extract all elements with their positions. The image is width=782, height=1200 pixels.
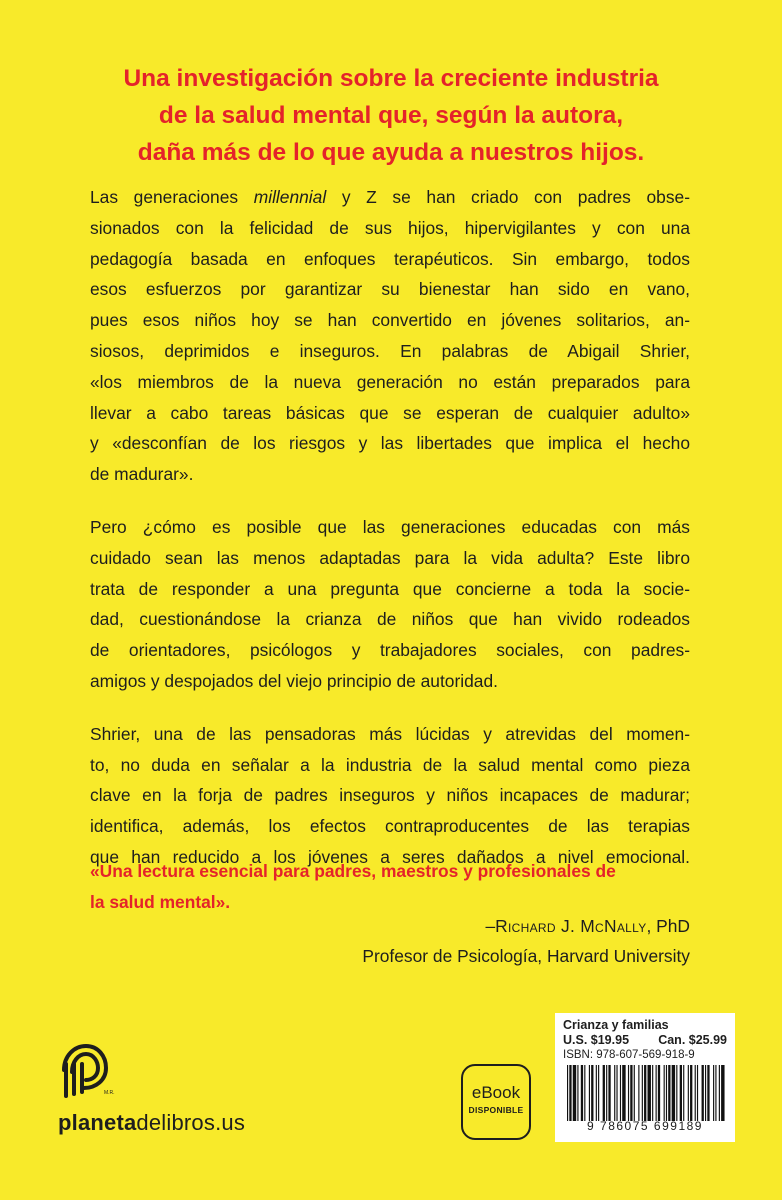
text-line: pues esos niños hoy se han convertido en jóvenes solitarios, an- [90, 310, 690, 331]
review-quote [90, 856, 690, 918]
headline [70, 60, 712, 171]
text-line: trata de responder a una pregunta que concierne a toda la socie- [90, 578, 690, 599]
synopsis [90, 182, 690, 895]
text-line: pedagogía basada en enfoques terapéuticos. Sin embargo, todos [90, 248, 690, 269]
text-line: Pero ¿cómo es posible que las generaciones educadas con más [90, 516, 690, 537]
barcode-icon [563, 1065, 727, 1121]
publisher-website [58, 1110, 245, 1136]
text-line: dad, cuestionándose la crianza de niños que han vivido rodeados [90, 609, 690, 630]
ebook-sublabel: DISPONIBLE [468, 1105, 524, 1115]
text-fragment: y Z se han criado con padres obse- [326, 187, 691, 207]
paragraph-1 [90, 182, 690, 490]
quote-line: «Una lectura esencial para padres, maestros y profesionales de [90, 861, 616, 881]
text-line: cuidado sean las menos adaptadas para la vida adulta? Este libro [90, 547, 690, 568]
ebook-badge [461, 1064, 531, 1140]
text-line: amigos y despojados del viejo principio de autoridad. [90, 670, 498, 691]
text-line: que han reducido a los jóvenes a seres dañados a nivel emocional. [90, 846, 690, 867]
paragraph-2 [90, 512, 690, 697]
category-label: Crianza y familias [563, 1018, 669, 1032]
text-line: de orientadores, psicólogos y trabajadores sociales, con padres- [90, 640, 690, 661]
dash: – [485, 916, 496, 936]
site-part: delibros [136, 1110, 216, 1135]
headline-line: Una investigación sobre la creciente industria [123, 65, 659, 92]
prices [563, 1033, 727, 1048]
text-line: esos esfuerzos por garantizar su bienestar han sido en vano, [90, 279, 690, 300]
trademark-mark: M.R. [104, 1090, 115, 1096]
text-line [90, 182, 690, 213]
text-line: «los miembros de la nueva generación no están preparados para [90, 371, 690, 392]
author-degree: , PhD [646, 916, 690, 936]
text-line: sionados con la felicidad de sus hijos, hipervigilantes y con una [90, 217, 690, 238]
quote-line: la salud mental». [90, 891, 231, 912]
paragraph-3 [90, 719, 690, 873]
text-line: de madurar». [90, 464, 194, 485]
text-line: identifica, además, los efectos contraproducentes de las terapias [90, 816, 690, 837]
italic-term: millennial [253, 187, 327, 207]
text-line: Shrier, una de las pensadoras más lúcidas y atrevidas del momen- [90, 723, 690, 744]
barcode-box [555, 1013, 735, 1142]
site-part: .us [215, 1110, 246, 1135]
planeta-logo-icon [58, 1042, 116, 1103]
price-can: Can. $25.99 [658, 1033, 727, 1047]
author-name: Richard J. McNally [495, 916, 647, 936]
headline-line: de la salud mental que, según la autora, [158, 102, 624, 129]
quote-attribution [362, 911, 690, 971]
quote-affiliation: Profesor de Psicología, Harvard University [362, 946, 690, 966]
text-fragment: Las generaciones [90, 187, 254, 207]
price-us: U.S. $19.95 [563, 1033, 630, 1047]
barcode-digits: 9 786075 699189 [587, 1119, 703, 1133]
text-line: clave en la forja de padres inseguros y niños incapaces de madurar; [90, 785, 690, 806]
text-line: siosos, deprimidos e inseguros. En palabras de Abigail Shrier, [90, 340, 690, 361]
text-line: y «desconfían de los riesgos y las libertades que implica el hecho [90, 433, 690, 454]
quote-author [362, 911, 690, 941]
site-part-bold: planeta [58, 1110, 137, 1135]
headline-line: daña más de lo que ayuda a nuestros hijos. [137, 139, 645, 166]
ebook-label: eBook [471, 1083, 521, 1102]
isbn: ISBN: 978-607-569-918-9 [563, 1049, 695, 1061]
text-line: llevar a cabo tareas básicas que se esperan de cualquier adulto» [90, 402, 690, 423]
text-line: to, no duda en señalar a la industria de la salud mental como pieza [90, 754, 690, 775]
